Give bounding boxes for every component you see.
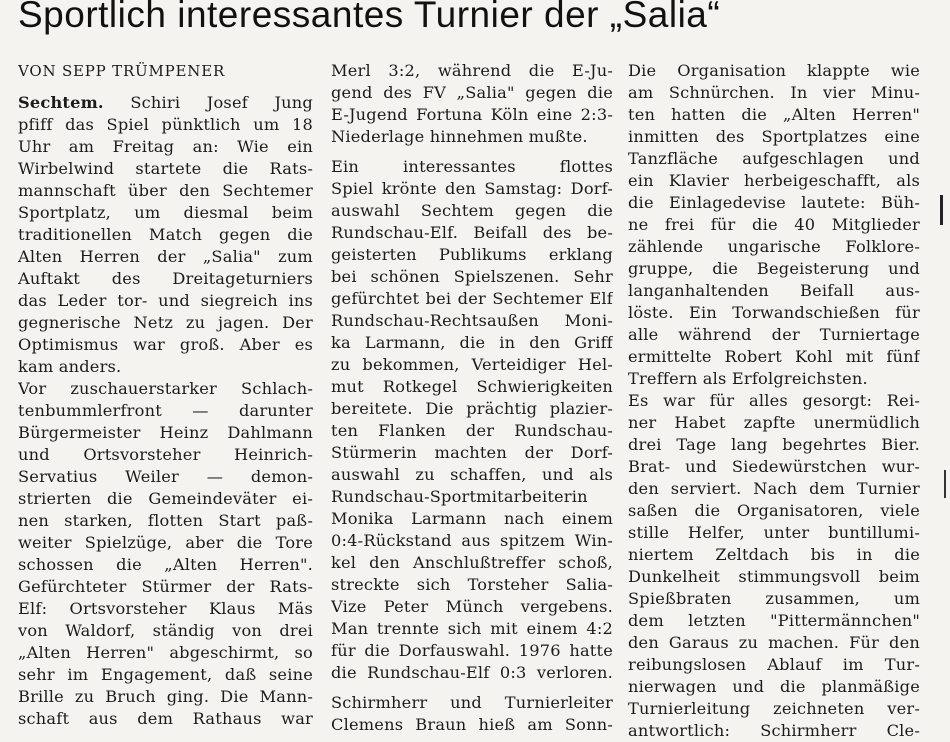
text-line: reibungslosen Ablauf im Tur- [628, 655, 920, 674]
text-line: nierwagen und die planmäßige [628, 677, 920, 696]
text-line: bereitete. Die prächtig plazier- [331, 399, 613, 418]
text-line: Turnierleitung zeichneten ver- [628, 699, 920, 718]
text-line: ne frei für die 40 Mitglieder [628, 215, 920, 234]
text-line: Man trennte sich mit einem 4:2 [331, 619, 613, 638]
text-line: schossen die „Alten Herren". [18, 555, 313, 574]
text-line: Tanzfläche aufgeschlagen und [628, 149, 920, 168]
article-headline: Sportlich interessantes Turnier der „Salia“ [18, 0, 721, 35]
text-line: zählende ungarische Folklore- [628, 237, 920, 256]
text-line: antwortlich: Schirmherr Cle- [628, 721, 920, 740]
text-line: stille Helfer, unter buntillumi- [628, 523, 920, 542]
text-line: ten Flanken der Rundschau- [331, 421, 613, 440]
text-line: Bürgermeister Heinz Dahlmann [18, 423, 313, 442]
text-line: Rundschau-Rechtsaußen Moni- [331, 311, 613, 330]
text-line: löste. Ein Torwandschießen für [628, 303, 920, 322]
text-line: Gefürchteter Stürmer der Rats- [18, 577, 313, 596]
article-column-2 [331, 60, 613, 736]
text-line: das Leder tor- und siegreich ins [18, 291, 313, 310]
text-line: gend des FV „Salia" gegen die [331, 83, 613, 102]
text-line: 0:4-Rückstand aus spitzem Win- [331, 531, 613, 550]
text-line: Niederlage hinnehmen mußte. [331, 127, 588, 146]
text-line: den Garaus zu machen. Für den [628, 633, 920, 652]
text-line: Clemens Braun hieß am Sonn- [331, 715, 613, 734]
text-line: Sportplatz, um diesmal beim [18, 203, 313, 222]
text-line: Dunkelheit stimmungsvoll beim [628, 567, 920, 586]
text-line: langanhaltenden Beifall aus- [628, 281, 920, 300]
text-line: Auftakt des Dreitageturniers [18, 269, 313, 288]
text-line: schaft aus dem Rathaus war [18, 709, 313, 728]
text-line: kel den Anschlußtreffer schoß, [331, 553, 613, 572]
text-line: „Alten Herren" abgeschirmt, so [18, 643, 313, 662]
text-line: ten hatten die „Alten Herren" [628, 105, 920, 124]
text-line: saßen die Organisatoren, viele [628, 501, 920, 520]
text-line: für die Dorfauswahl. 1976 hatte [331, 641, 613, 660]
text-line: Vize Peter Münch vergebens. [331, 597, 613, 616]
text-line: von Waldorf, ständig von drei [18, 621, 313, 640]
text-line: die Rundschau-Elf 0:3 verloren. [331, 663, 613, 682]
text-line: Alten Herren der „Salia" zum [18, 247, 313, 266]
text-line: Elf: Ortsvorsteher Klaus Mäs [18, 599, 313, 618]
text-line: kam anders. [18, 357, 122, 376]
text-line: dem letzten "Pittermännchen" [628, 611, 920, 630]
text-line: Wirbelwind startete die Rats- [18, 159, 313, 178]
text-line: Servatius Weiler — demon- [18, 467, 313, 486]
text-line: Brille zu Bruch ging. Die Mann- [18, 687, 313, 706]
text-line: weiter Spielzüge, aber die Tore [18, 533, 313, 552]
text-line: Merl 3:2, während die E-Ju- [331, 61, 613, 80]
text-line: streckte sich Torsteher Salia- [331, 575, 613, 594]
text-line: die Einlagedevise lautete: Büh- [628, 193, 920, 212]
text-line: Sechtem. Schiri Josef Jung [18, 93, 313, 112]
article-column-1 [18, 60, 313, 730]
text-line: traditionellen Match gegen die [18, 225, 313, 244]
text-line: E-Jugend Fortuna Köln eine 2:3- [331, 105, 613, 124]
paragraph-gap [18, 82, 313, 92]
text-line: Schirmherr und Turnierleiter [331, 693, 613, 712]
text-line: Ein interessantes flottes [331, 157, 613, 176]
text-line: den serviert. Nach dem Turnier [628, 479, 920, 498]
text-line: Die Organisation klappte wie [628, 61, 920, 80]
text-line: auswahl zu schaffen, und als [331, 465, 613, 484]
text-line: alle während der Turniertage [628, 325, 920, 344]
text-line: Spiel krönte den Samstag: Dorf- [331, 179, 613, 198]
text-line: gegnerische Netz zu jagen. Der [18, 313, 313, 332]
text-line: Spießbraten zusammen, um [628, 589, 920, 608]
text-line: gruppe, die Begeisterung und [628, 259, 920, 278]
text-line: ka Larmann, die in den Griff [331, 333, 613, 352]
text-line: Vor zuschauerstarker Schlach- [18, 379, 313, 398]
text-line: strierten die Gemeindeväter ei- [18, 489, 313, 508]
paragraph-gap [331, 148, 613, 156]
text-line: ner Habet zapfte unermüdlich [628, 413, 920, 432]
text-line: drei Tage lang begehrtes Bier. [628, 435, 920, 454]
text-line: niertem Zeltdach bis in die [628, 545, 920, 564]
text-line: Uhr am Freitag an: Wie ein [18, 137, 313, 156]
text-line: sehr im Engagement, daß seine [18, 665, 313, 684]
text-line: ein Klavier herbeigeschafft, als [628, 171, 920, 190]
dateline: Sechtem. [18, 93, 104, 112]
text-line: Brat- und Siedewürstchen wur- [628, 457, 920, 476]
text-line: Optimismus war groß. Aber es [18, 335, 313, 354]
article-byline: VON SEPP TRÜMPENER [18, 62, 226, 80]
text-line: ermittelte Robert Kohl mit fünf [628, 347, 920, 366]
text-line: am Schnürchen. In vier Minu- [628, 83, 920, 102]
text-line: Es war für alles gesorgt: Rei- [628, 391, 920, 410]
article-column-3 [628, 60, 920, 742]
text-line: nen starken, flotten Start paß- [18, 511, 313, 530]
text-line: Monika Larmann nach einem [331, 509, 613, 528]
text-line: inmitten des Sportplatzes eine [628, 127, 920, 146]
paragraph-gap [331, 684, 613, 692]
text-line: mut Rotkegel Schwierigkeiten [331, 377, 613, 396]
text-line: und Ortsvorsteher Heinrich- [18, 445, 313, 464]
text-line: bei schönen Spielszenen. Sehr [331, 267, 613, 286]
text-line: pfiff das Spiel pünktlich um 18 [18, 115, 313, 134]
text-line: Stürmerin machten der Dorf- [331, 443, 613, 462]
text-line: tenbummlerfront — darunter [18, 401, 313, 420]
text-line: auswahl Sechtem gegen die [331, 201, 613, 220]
text-line: gefürchtet bei der Sechtemer Elf [331, 289, 613, 308]
margin-mark [940, 195, 943, 225]
text-line: mannschaft über den Sechtemer [18, 181, 313, 200]
text-line: zu bekommen, Verteidiger Hel- [331, 355, 613, 374]
text-line: geisterten Publikums erklang [331, 245, 613, 264]
margin-mark [944, 470, 946, 498]
text-line: Rundschau-Sportmitarbeiterin [331, 487, 588, 506]
text-line: Rundschau-Elf. Beifall des be- [331, 223, 613, 242]
text-line: Treffern als Erfolgreichsten. [628, 369, 868, 388]
